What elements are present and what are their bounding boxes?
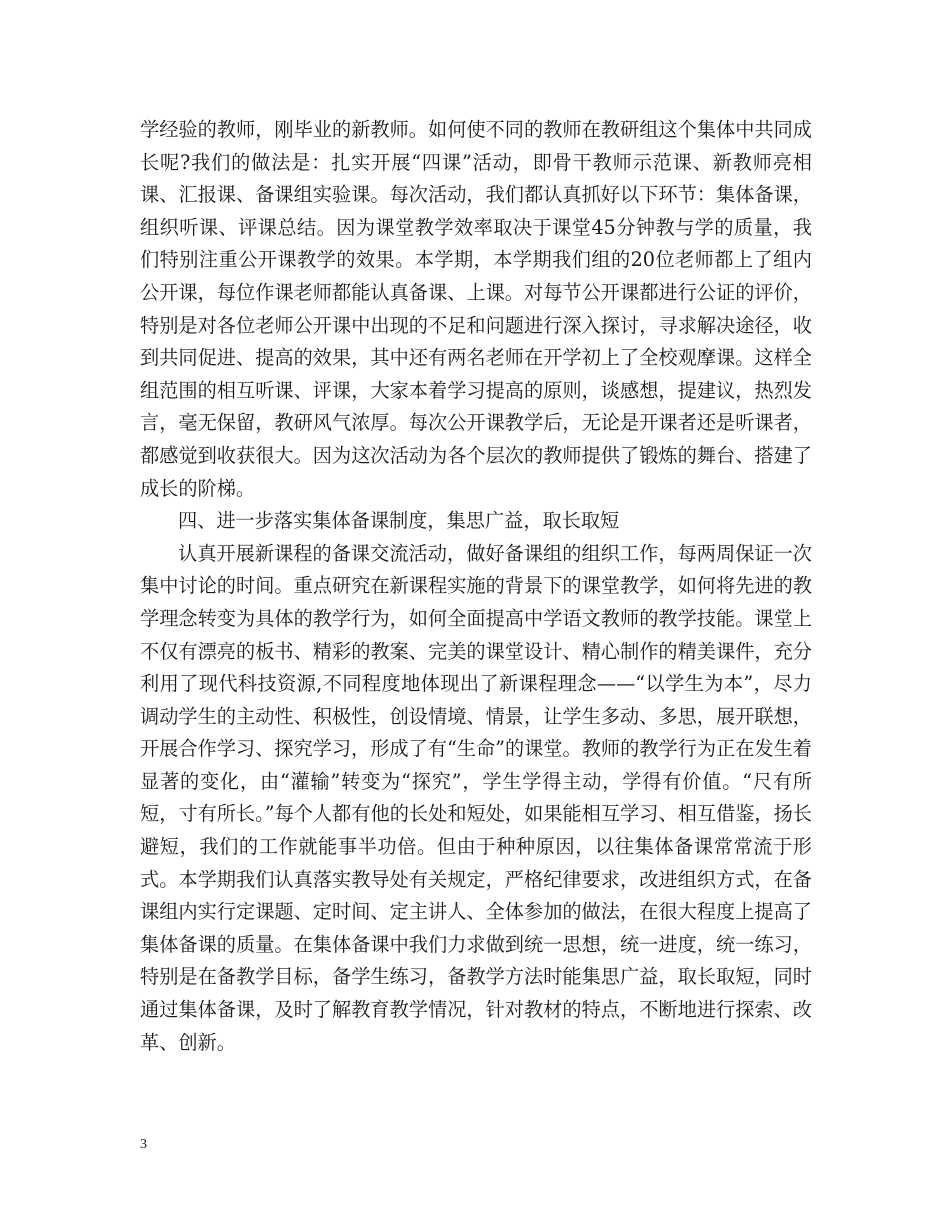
body-text: [140, 114, 812, 1059]
paragraph: 认真开展新课程的备课交流活动，做好备课组的组织工作，每两周保证一次集中讨论的时间。重点研究在新课程实施的背景下的课堂教学，如何将先进的教学理念转变为具体的教学行为，如何全面提高中学语文教师的教学技能。课堂上不仅有漂亮的板书、精彩的教案、完美的课堂设计、精心制作的精美课件，充分利用了现代科技资源,不同程度地体现出了新课程理念——“以学生为本”，尽力调动学生的主动性、积极性，创设情境、情景，让学生多动、多思，展开联想，开展合作学习、探究学习，形成了有“生命”的课堂。教师的教学行为正在发生着显著的变化，由“灌输”转变为“探究”，学生学得主动，学得有价值。“尺有所短，寸有所长。”每个人都有他的长处和短处，如果能相互学习、相互借鉴，扬长避短，我们的工作就能事半功倍。但由于种种原因，以往集体备课常常流于形式。本学期我们认真落实教导处有关规定，严格纪律要求，改进组织方式，在备课组内实行定课题、定时间、定主讲人、全体参加的做法，在很大程度上提高了集体备课的质量。在集体备课中我们力求做到统一思想，统一进度，统一练习，特别是在备教学目标，备学生练习，备教学方法时能集思广益，取长取短，同时通过集体备课，及时了解教育教学情况，针对教材的特点，不断地进行探索、改革、创新。: [140, 541, 812, 1054]
paragraph-continued: 学经验的教师，刚毕业的新教师。如何使不同的教师在教研组这个集体中共同成长呢?我们的做法是：扎实开展“四课”活动，即骨干教师示范课、新教师亮相课、汇报课、备课组实验课。每次活动，我们都认真抓好以下环节：集体备课，组织听课、评课总结。因为课堂教学效率取决于课堂45分钟教与学的质量，我们特别注重公开课教学的效果。本学期，本学期我们组的20位老师都上了组内公开课，每位作课老师都能认真备课、上课。对每节公开课都进行公证的评价，特别是对各位老师公开课中出现的不足和问题进行深入探讨，寻求解决途径，收到共同促进、提高的效果，其中还有两名老师在开学初上了全校观摩课。这样全组范围的相互听课、评课，大家本着学习提高的原则，谈感想，提建议，热烈发言，毫无保留，教研风气浓厚。每次公开课教学后，无论是开课者还是听课者，都感觉到收获很大。因为这次活动为各个层次的教师提供了锻炼的舞台、搭建了成长的阶梯。: [140, 118, 812, 500]
page-number: 3: [140, 1137, 147, 1152]
section-heading: 四、进一步落实集体备课制度，集思广益，取长取短: [178, 509, 620, 533]
